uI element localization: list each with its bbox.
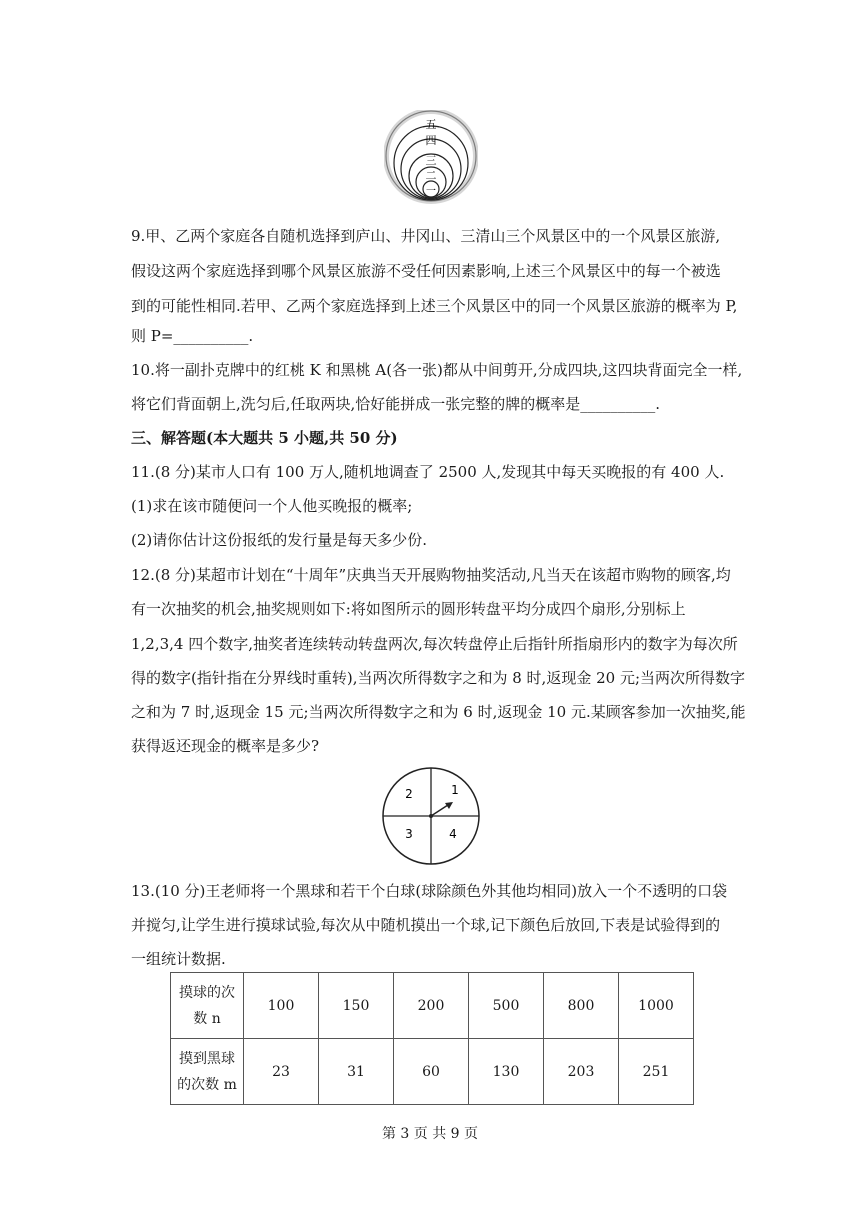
table-row xyxy=(171,973,694,1039)
table-header-black-b: 的次数 m xyxy=(177,1076,237,1093)
spinner-label-2: 2 xyxy=(405,787,413,801)
table-header-draws xyxy=(171,973,244,1039)
q11-line-2: (1)求在该市随便问一个人他买晚报的概率; xyxy=(131,497,413,515)
section-3-heading: 三、解答题(本大题共 5 小题,共 50 分) xyxy=(131,429,398,447)
table-cell: 130 xyxy=(469,1039,544,1105)
q12-line-5: 之和为 7 时,返现金 15 元;当两次所得数字之和为 6 时,返现金 10 元.某顾客参加一次抽奖,能 xyxy=(131,703,746,721)
table-row xyxy=(171,1039,694,1105)
q10-line-1: 10.将一副扑克牌中的红桃 K 和黑桃 A(各一张)都从中间剪开,分成四块,这四块背面完全一样, xyxy=(131,361,743,379)
ring-label-5: 五 xyxy=(425,118,437,131)
q9-line-1: 9.甲、乙两个家庭各自随机选择到庐山、井冈山、三清山三个风景区中的一个风景区旅游, xyxy=(131,227,721,245)
ring-label-1: 一 xyxy=(426,186,436,197)
table-cell: 500 xyxy=(469,973,544,1039)
q12-line-2: 有一次抽奖的机会,抽奖规则如下:将如图所示的圆形转盘平均分成四个扇形,分别标上 xyxy=(131,600,686,618)
q12-line-1: 12.(8 分)某超市计划在“十周年”庆典当天开展购物抽奖活动,凡当天在该超市购物的顾客,均 xyxy=(131,566,731,584)
q9-line-4: 则 P=__________. xyxy=(131,327,254,345)
q9-line-3: 到的可能性相同.若甲、乙两个家庭选择到上述三个风景区中的同一个风景区旅游的概率为 P, xyxy=(131,297,738,315)
spinner-label-4: 4 xyxy=(449,827,457,841)
q12-line-3: 1,2,3,4 四个数字,抽奖者连续转动转盘两次,每次转盘停止后指针所指扇形内的数字为每次所 xyxy=(131,635,738,653)
table-cell: 203 xyxy=(544,1039,619,1105)
ring-label-3: 三 xyxy=(425,154,437,167)
ring-label-2: 二 xyxy=(425,169,437,182)
table-cell: 800 xyxy=(544,973,619,1039)
experiment-table xyxy=(170,972,694,1105)
table-cell: 200 xyxy=(394,973,469,1039)
page-footer: 第 3 页 共 9 页 xyxy=(381,1126,479,1142)
q13-line-1: 13.(10 分)王老师将一个黑球和若干个白球(球除颜色外其他均相同)放入一个不透明的口袋 xyxy=(131,882,728,900)
table-cell: 1000 xyxy=(619,973,694,1039)
table-cell: 251 xyxy=(619,1039,694,1105)
q12-line-4: 得的数字(指针指在分界线时重转),当两次所得数字之和为 8 时,返现金 20 元;当两次所得数字 xyxy=(131,669,746,687)
spinner-label-3: 3 xyxy=(405,827,413,841)
q11-line-1: 11.(8 分)某市人口有 100 万人,随机地调查了 2500 人,发现其中每天买晚报的有 400 人. xyxy=(131,463,725,481)
table-cell: 31 xyxy=(319,1039,394,1105)
table-header-black-a: 摸到黑球 xyxy=(179,1050,235,1067)
q9-line-2: 假设这两个家庭选择到哪个风景区旅游不受任何因素影响,上述三个风景区中的每一个被选 xyxy=(131,262,721,280)
table-cell: 100 xyxy=(244,973,319,1039)
table-cell: 60 xyxy=(394,1039,469,1105)
table-header-draws-b: 数 n xyxy=(193,1010,221,1027)
nested-rings-figure xyxy=(384,110,478,204)
q13-line-2: 并搅匀,让学生进行摸球试验,每次从中随机摸出一个球,记下颜色后放回,下表是试验得到的 xyxy=(131,916,721,934)
table-cell: 150 xyxy=(319,973,394,1039)
spinner-label-1: 1 xyxy=(451,783,459,797)
spinner-figure xyxy=(381,766,481,866)
q10-line-2: 将它们背面朝上,洗匀后,任取两块,恰好能拼成一张完整的牌的概率是__________. xyxy=(131,395,661,413)
q12-line-6: 获得返还现金的概率是多少? xyxy=(131,737,320,755)
q11-line-3: (2)请你估计这份报纸的发行量是每天多少份. xyxy=(131,531,428,549)
table-cell: 23 xyxy=(244,1039,319,1105)
ring-label-4: 四 xyxy=(425,134,437,147)
table-header-draws-a: 摸球的次 xyxy=(179,984,235,1001)
table-header-black xyxy=(171,1039,244,1105)
q13-line-3: 一组统计数据. xyxy=(131,950,226,968)
